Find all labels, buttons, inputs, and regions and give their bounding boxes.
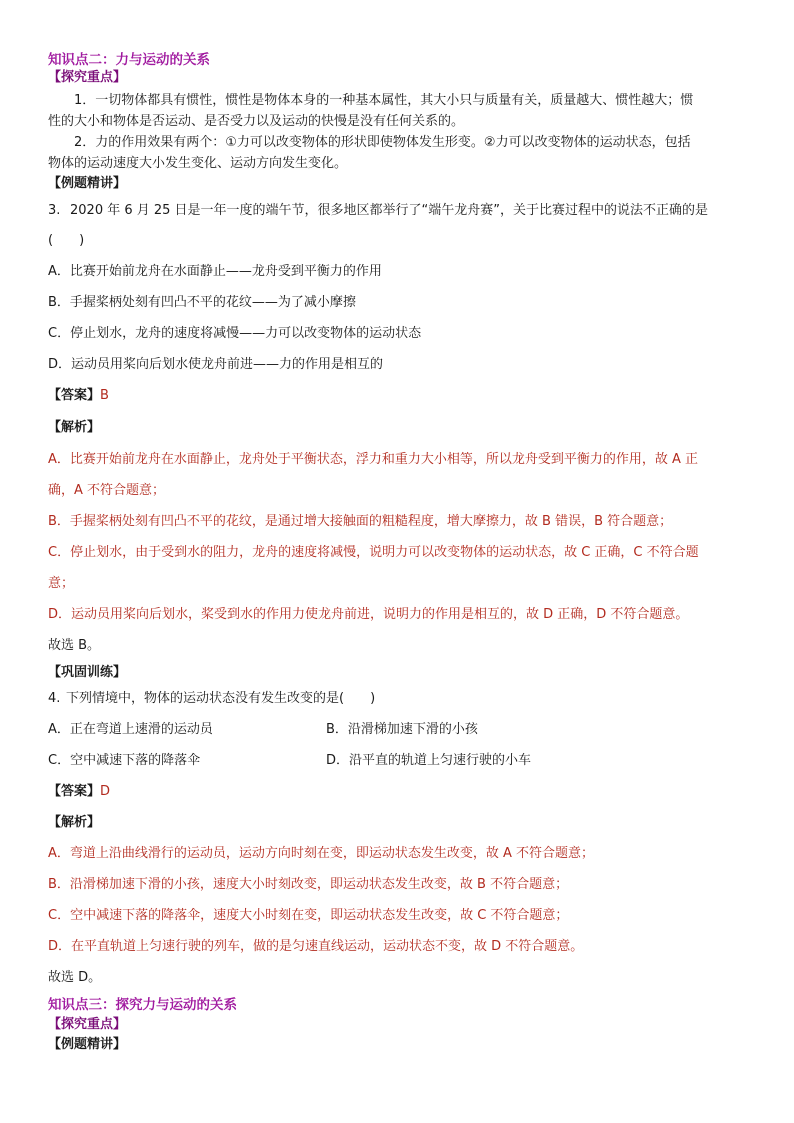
q4-option-c: C．空中减速下落的降落伞 <box>48 753 201 768</box>
q3-option-a: A．比赛开始前龙舟在水面静止——龙舟受到平衡力的作用 <box>48 264 382 279</box>
q4-analysis-b: B．沿滑梯加速下滑的小孩，速度大小时刻改变，即运动状态发生改变，故 B 不符合题意； <box>48 877 569 892</box>
section2-example-label: 【例题精讲】 <box>48 176 127 191</box>
q4-analysis-d: D．在平直轨道上匀速行驶的列车，做的是匀速直线运动，运动状态不变，故 D 不符合题意。 <box>48 939 584 954</box>
q3-conclusion: 故选 B。 <box>48 638 101 653</box>
q3-number: 3. <box>48 203 61 218</box>
q3-option-b: B．手握桨柄处刻有凹凸不平的花纹——为了减小摩擦 <box>48 295 356 310</box>
section2-title: 知识点二：力与运动的关系 <box>48 52 210 68</box>
q4-analysis-label: 【解析】 <box>48 815 101 830</box>
q4-answer-label: 【答案】 <box>48 784 101 799</box>
q3-analysis-c-line1: C．停止划水，由于受到水的阻力，龙舟的速度将减慢，说明力可以改变物体的运动状态，故 C 正确，C 不符合题 <box>48 545 699 560</box>
q3-analysis-d: D．运动员用桨向后划水，桨受到水的作用力使龙舟前进，说明力的作用是相互的，故 D 正确，D 不符合题意。 <box>48 607 689 622</box>
q3-answer <box>48 387 109 405</box>
q3-analysis-a-line2: 确，A 不符合题意； <box>48 483 166 498</box>
q4-answer <box>48 783 110 801</box>
q3-answer-value: B <box>100 388 109 403</box>
q3-option-d: D．运动员用桨向后划水使龙舟前进——力的作用是相互的 <box>48 357 384 372</box>
q4-answer-value: D <box>100 784 111 799</box>
q3-analysis-c-line2: 意； <box>48 576 75 591</box>
q4-option-a: A．正在弯道上速滑的运动员 <box>48 722 213 737</box>
section2-point2-line2: 物体的运动速度大小发生变化、运动方向发生变化。 <box>48 156 348 171</box>
q4-option-b: B．沿滑梯加速下滑的小孩 <box>326 722 478 737</box>
section2-point1-line2: 性的大小和物体是否运动、是否受力以及运动的快慢是没有任何关系的。 <box>48 114 465 129</box>
q4-option-d: D．沿平直的轨道上匀速行驶的小车 <box>326 753 532 768</box>
section3-title: 知识点三：探究力与运动的关系 <box>48 997 237 1013</box>
q3-analysis-label: 【解析】 <box>48 420 101 435</box>
q4-analysis-a: A．弯道上沿曲线滑行的运动员，运动方向时刻在变，即运动状态发生改变，故 A 不符合题意； <box>48 846 595 861</box>
q4-analysis-c: C．空中减速下落的降落伞，速度大小时刻在变，即运动状态发生改变，故 C 不符合题意； <box>48 908 569 923</box>
practice-label: 【巩固训练】 <box>48 665 127 680</box>
section2-point2-line1: 2．力的作用效果有两个：①力可以改变物体的形状即使物体发生形变。②力可以改变物体的运动状态，包括 <box>74 135 691 150</box>
q3-option-c: C．停止划水，龙舟的速度将减慢——力可以改变物体的运动状态 <box>48 326 422 341</box>
q4-number: 4. <box>48 691 61 706</box>
section2-focus-label: 【探究重点】 <box>48 70 127 85</box>
section3-example-label: 【例题精讲】 <box>48 1037 127 1052</box>
q3-analysis-b: B．手握桨柄处刻有凹凸不平的花纹，是通过增大接触面的粗糙程度，增大摩擦力，故 B 错误，B 符合题意； <box>48 514 673 529</box>
q3-answer-label: 【答案】 <box>48 388 101 403</box>
q3-stem-line1: 2020 年 6 月 25 日是一年一度的端午节，很多地区都举行了“端午龙舟赛”，关于比赛过程中的说法不正确的是 <box>70 203 709 218</box>
q4-stem: 下列情境中，物体的运动状态没有发生改变的是( ) <box>66 691 376 706</box>
section3-focus-label: 【探究重点】 <box>48 1017 127 1032</box>
q4-conclusion: 故选 D。 <box>48 970 102 985</box>
q3-stem-line2: ( ) <box>48 233 85 248</box>
q3-analysis-a-line1: A．比赛开始前龙舟在水面静止，龙舟处于平衡状态，浮力和重力大小相等，所以龙舟受到平衡力的作用，故 A 正 <box>48 452 699 467</box>
section2-point1-line1: 1．一切物体都具有惯性，惯性是物体本身的一种基本属性，其大小只与质量有关，质量越大、惯性越大；惯 <box>74 93 694 108</box>
